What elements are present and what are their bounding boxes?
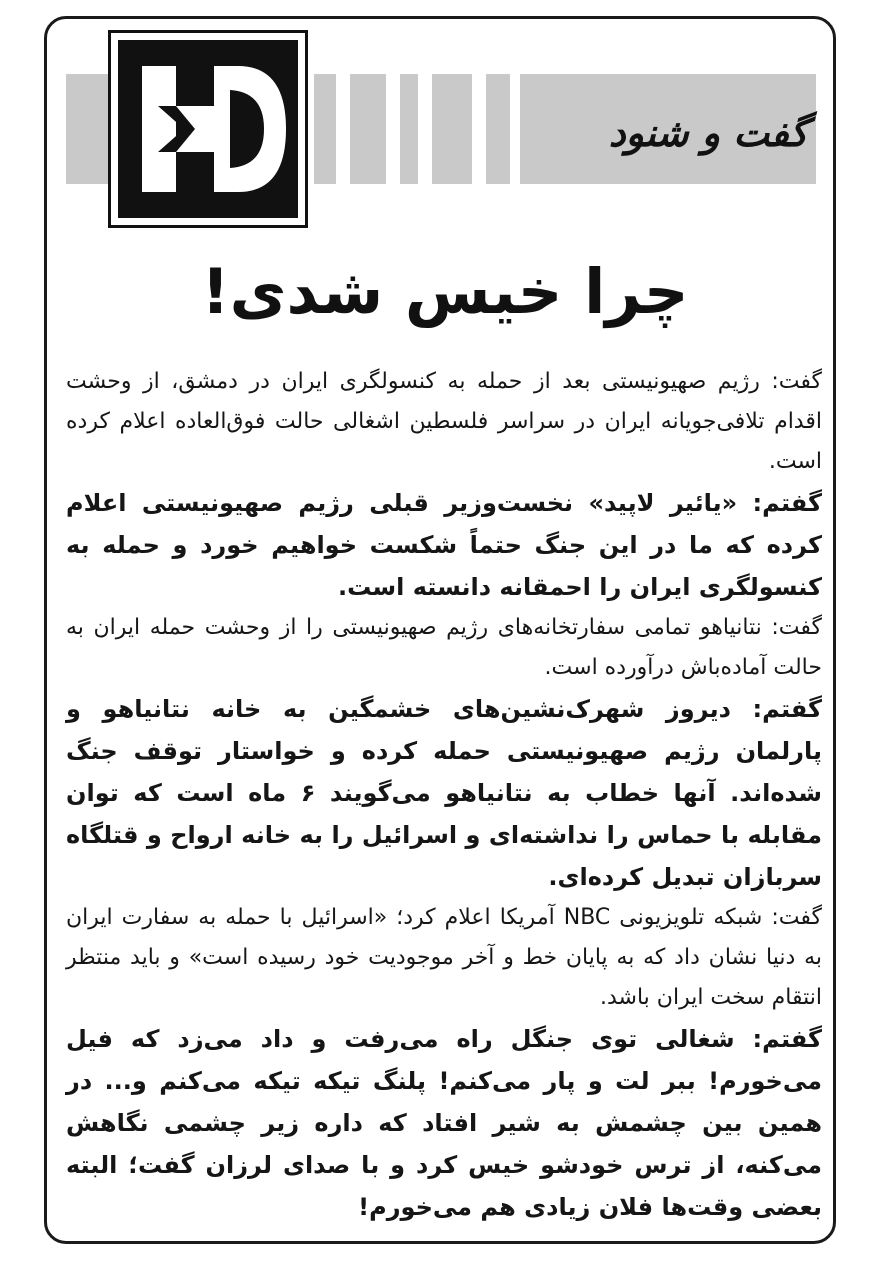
- column-title: گفت و شنود: [608, 111, 808, 155]
- paragraph-6: [66, 1018, 822, 1228]
- paragraph-text: دیروز شهرک‌نشین‌های خشمگین به خانه نتانیاهو و پارلمان رژیم صهیونیستی حمله کرده و خواستار توقف جنگ شده‌اند. آنها خطاب به نتانیاهو می‌گویند ۶ ماه است که توان مقابله با حماس را نداشته‌ای و اسرائیل را به خانه ارواح و قتلگاه سربازان تبدیل کرده‌ای.: [66, 695, 822, 891]
- paragraph-text: «یائیر لاپید» نخست‌وزیر قبلی رژیم صهیونیستی اعلام کرده که ما در این جنگ حتماً شکست خواهیم خورد و حمله به کنسولگری ایران را احمقانه دانسته است.: [66, 489, 822, 601]
- paragraph-text: رژیم صهیونیستی بعد از حمله به کنسولگری ایران در دمشق، از وحشت اقدام تلافی‌جویانه ایران در سراسر فلسطین اشغالی حالت فوق‌العاده اعلام کرده است.: [66, 369, 822, 474]
- paragraph-1: [66, 362, 822, 482]
- speaker-label: گفتم:: [752, 489, 822, 517]
- paragraph-2: [66, 482, 822, 608]
- headline: چرا خیس شدی!: [201, 255, 689, 328]
- paragraph-3: [66, 608, 822, 688]
- paragraph-text: شغالی توی جنگل راه می‌رفت و داد می‌زد که فیل می‌خورم! ببر لت و پار می‌کنم! پلنگ تیکه تیکه می‌کنم و... در همین بین چشمش به شیر افتاد که داره زیر چشمی نگاهش می‌کنه، از ترس خودشو خیس کرد و با صدای لرزان گفت؛ البته بعضی وقت‌ها فلان زیادی هم می‌خورم!: [66, 1025, 822, 1221]
- logo-mark: [108, 30, 308, 228]
- article-body: [66, 362, 822, 1228]
- paragraph-5: [66, 898, 822, 1018]
- speaker-label: گفتم:: [752, 1025, 822, 1053]
- paragraph-text: شبکه تلویزیونی NBC آمریکا اعلام کرد؛ «اسرائیل با حمله به سفارت ایران به دنیا نشان داد که به پایان خط و آخر موجودیت خود رسیده است» و باید منتظر انتقام سخت ایران باشد.: [66, 905, 822, 1010]
- speaker-label: گفت:: [771, 369, 822, 394]
- speaker-label: گفت:: [771, 905, 822, 930]
- paragraph-4: [66, 688, 822, 898]
- speaker-label: گفتم:: [752, 695, 822, 723]
- paragraph-text: نتانیاهو تمامی سفارتخانه‌های رژیم صهیونیستی را از وحشت حمله ایران به حالت آماده‌باش درآورده است.: [66, 615, 822, 680]
- logo-icon: [118, 40, 298, 218]
- speaker-label: گفت:: [771, 615, 822, 640]
